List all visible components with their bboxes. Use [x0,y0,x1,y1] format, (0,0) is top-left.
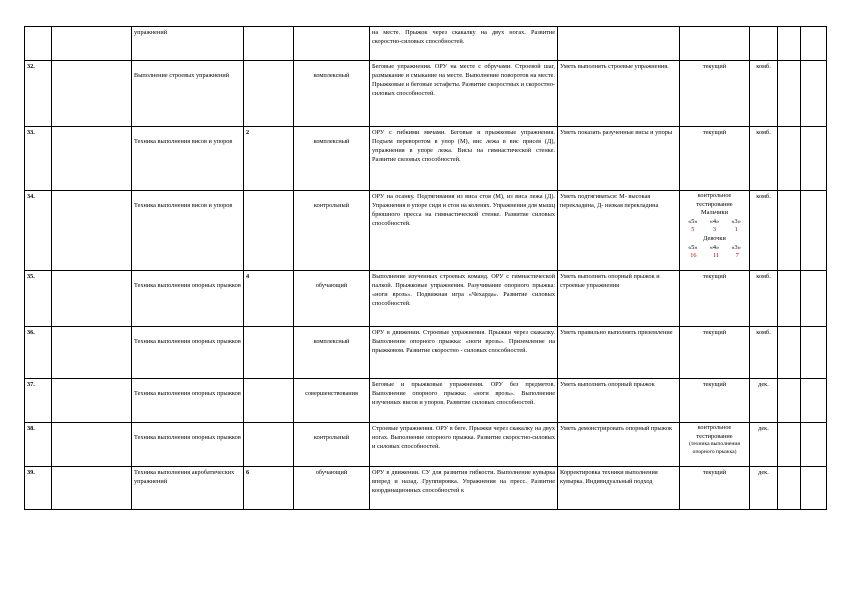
table-row [25,327,827,379]
table-row [25,467,827,510]
empty-cell [801,191,827,271]
control-cell: текущий [680,127,750,191]
topic-text: Выполнение строевых упражнений [134,72,230,79]
empty-cell [801,327,827,379]
grade-value: 5 [691,226,695,234]
table-row [25,423,827,467]
empty-cell [778,127,801,191]
lesson-type-cell [294,271,370,327]
girls-label: Девочки [703,234,726,242]
requirements-cell: Уметь подтягиваться: М- высокая перекладина, Д- низкая перекладина [558,191,680,271]
content-cell: ОРУ в движении. СУ для развития гибкости. Выполнение кувырка вперед и назад. Группировка. Упражнения на пресс. Развитие координационных способностей к [370,467,558,510]
control-test-block [682,192,747,261]
grade-label: «3» [731,243,741,251]
empty-cell [778,27,801,61]
lesson-type-cell [294,327,370,379]
requirements-cell [558,27,680,61]
empty-cell [52,327,132,379]
control-test-cell [680,191,750,271]
table-row [25,27,827,61]
requirements-cell: Уметь показать разученные висы и упоры [558,127,680,191]
empty-cell [778,467,801,510]
topic-cell [132,327,244,379]
note-cell: комб. [750,327,778,379]
control-cell: текущий [680,271,750,327]
row-number: 32. [25,61,52,127]
control-cell: текущий [680,327,750,379]
empty-cell [801,423,827,467]
row-number: 34. [25,191,52,271]
topic-cell [132,379,244,423]
content-cell: ОРУ с гибкими мячами. Беговые и прыжковые упражнения. Подъем переворотом в упор (М), вис лежа в вис присев (Д), упражнения в упоре лежа. Висы на гимнастической стенке. Развитие силовых способностей. [370,127,558,191]
empty-cell [801,61,827,127]
empty-cell [52,191,132,271]
topic-text: Техника выполнения опорных прыжков [134,434,241,441]
empty-cell [801,467,827,510]
requirements-cell: Уметь правильно выполнять приземление [558,327,680,379]
lesson-type-text: совершенствования [305,390,358,397]
note-cell: дек. [750,467,778,510]
row-number: 39. [25,467,52,510]
empty-cell [801,271,827,327]
requirements-cell: Корректировка техники выполнения кувырка. Индивидуальный подход [558,467,680,510]
note-cell: комб. [750,61,778,127]
empty-cell [52,127,132,191]
grade-value: 11 [713,252,720,260]
hours-cell [244,379,294,423]
table-row [25,271,827,327]
empty-cell [52,271,132,327]
lesson-type-cell [294,27,370,61]
row-number [25,27,52,61]
grade-label: «5» [688,217,698,225]
empty-cell [801,379,827,423]
grade-label: «5» [688,243,698,251]
test-detail: (техника выполнения опорного прыжка) [689,441,740,455]
test-title: контрольное тестирование [696,192,733,208]
note-cell: комб. [750,191,778,271]
grade-value: 1 [734,226,738,234]
content-cell: на месте. Прыжок через скакалку на двух ногах. Развитие скоростно-силовых способностей. [370,27,558,61]
boys-label: Мальчики [701,209,728,217]
hours-cell [244,61,294,127]
table-row [25,61,827,127]
boys-values [682,226,747,235]
content-cell: ОРУ в движении. Строевые упражнения. Прыжки через скакалку. Выполнение опорного прыжка: «ноги врозь». Приземление на прыжковом. Развитие скоростно - силовых способностей. [370,327,558,379]
lesson-type-text: комплексный [313,138,350,145]
note-cell [750,27,778,61]
empty-cell [52,61,132,127]
hours-cell [244,27,294,61]
topic-cell [132,127,244,191]
requirements-cell: Уметь выполнять опорный прыжок [558,379,680,423]
control-cell: текущий [680,379,750,423]
note-cell: дек. [750,423,778,467]
row-number: 35. [25,271,52,327]
empty-cell [52,423,132,467]
lesson-type-text: контрольный [313,434,350,441]
boys-grades [682,218,747,227]
note-cell: комб. [750,271,778,327]
grade-value: 3 [712,226,717,234]
empty-cell [778,271,801,327]
girls-grades [682,244,747,253]
note-cell: дек. [750,379,778,423]
empty-cell [778,423,801,467]
table-row [25,127,827,191]
control-test-block [682,424,747,456]
empty-cell [778,327,801,379]
topic-cell [132,61,244,127]
lesson-type-cell: обучающий [294,467,370,510]
topic-cell: упражнений [132,27,244,61]
note-cell: комб. [750,127,778,191]
hours-cell: 4 [244,271,294,327]
grade-label: «4» [709,217,720,225]
topic-cell: Техника выполнения акробатических упражнений [132,467,244,510]
empty-cell [801,127,827,191]
content-cell: ОРУ на осанку. Подтягивания из виса стоя (М), из виса лежа (Д). Упражнения в упоре сидя и стоя на коленях. Упражнения для мышц брюшного пресса на гимнастической стенке. Развитие силовых способностей. [370,191,558,271]
hours-cell [244,423,294,467]
hours-cell [244,191,294,271]
topic-cell [132,423,244,467]
requirements-cell: Уметь демонстрировать опорный прыжок [558,423,680,467]
row-number: 36. [25,327,52,379]
empty-cell [52,27,132,61]
grade-label: «4» [709,243,720,251]
requirements-cell: Уметь выполнять опорный прыжок и строевые упражнения [558,271,680,327]
empty-cell [778,61,801,127]
lesson-type-cell [294,423,370,467]
topic-text: Техника выполнения опорных прыжков [134,282,241,289]
control-cell: текущий [680,467,750,510]
lesson-type-text: обучающий [315,282,348,289]
lesson-type-text: комплексный [313,72,350,79]
girls-values [682,252,747,261]
topic-text: Техника выполнения опорных прыжков [134,390,241,397]
hours-cell: 6 [244,467,294,510]
topic-cell [132,271,244,327]
table-row [25,191,827,271]
row-number: 33. [25,127,52,191]
topic-text: Техника выполнения опорных прыжков [134,338,241,345]
empty-cell [52,379,132,423]
requirements-cell: Уметь выполнять строевые упражнения. [558,61,680,127]
content-cell: Строевые упражнения. ОРУ в беге. Прыжки через скакалку на двух ногах. Выполнение опорного прыжка. Развитие скоростно-силовых и силовых способностей. [370,423,558,467]
grade-value: 16 [690,252,697,260]
grade-value: 7 [735,252,739,260]
lesson-type-text: контрольный [313,202,350,209]
table-row [25,379,827,423]
control-test-cell [680,423,750,467]
topic-cell [132,191,244,271]
row-number: 38. [25,423,52,467]
empty-cell [778,379,801,423]
lesson-type-cell [294,379,370,423]
hours-cell: 2 [244,127,294,191]
control-cell: текущий [680,61,750,127]
lesson-type-text: комплексный [313,338,350,345]
empty-cell [52,467,132,510]
content-cell: Беговые упражнения. ОРУ на месте с обручами. Строевой шаг, размыкание и смыкание на месте. Выполнение поворотов на месте. Прыжковые и беговые эстафеты. Развитие скоростных и скоростно-силовых способностей. [370,61,558,127]
topic-text: Техника выполнения висов и упоров [134,138,233,145]
content-cell: Выполнение изученных строевых команд. ОРУ с гимнастической палкой. Прыжковые упражнения. Разучивание опорного прыжка: «ноги врозь». Подвижная игра «Чехарда». Развитие силовых способностей. [370,271,558,327]
lesson-type-cell [294,191,370,271]
hours-cell [244,327,294,379]
lesson-type-cell [294,127,370,191]
empty-cell [778,191,801,271]
lesson-plan-table [24,26,827,510]
topic-text: Техника выполнения висов и упоров [134,202,233,209]
row-number: 37. [25,379,52,423]
test-title: контрольное тестирование [696,424,733,440]
lesson-type-cell [294,61,370,127]
grade-label: «3» [731,217,741,225]
empty-cell [801,27,827,61]
control-cell [680,27,750,61]
content-cell: Беговые и прыжковые упражнения. ОРУ без предметов. Выполнение опорного прыжка: «ноги врозь». Выполнение изученных висов и упоров. Развитие силовых способностей. [370,379,558,423]
